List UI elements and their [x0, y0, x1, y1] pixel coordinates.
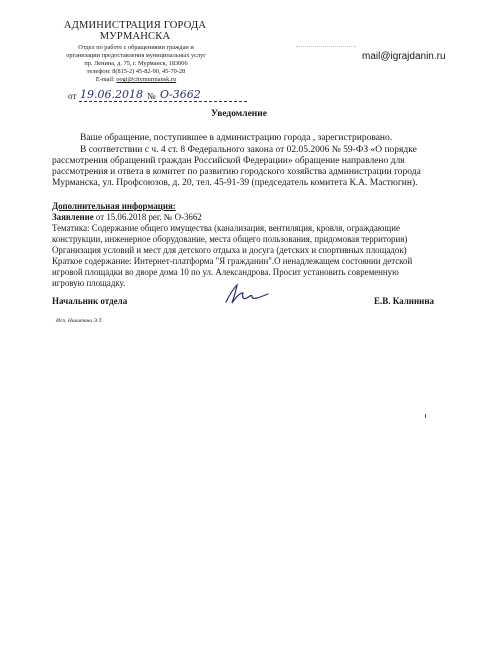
signatory-position: Начальник отдела — [52, 296, 128, 306]
org-name-line2: МУРМАНСКА — [99, 31, 171, 42]
application-label: Заявление — [52, 212, 94, 222]
info-line: Тематика: Содержание общего имущества (канализация, вентиляция, кровля, ограждающие — [52, 223, 400, 233]
org-name-line1: АДМИНИСТРАЦИЯ ГОРОДА — [63, 20, 207, 31]
paragraph-law-line2: рассмотрения обращений граждан Российской Федерации» обращение направлено для — [52, 156, 405, 166]
signatory-name: Е.В. Калинина — [374, 296, 435, 306]
additional-heading: Дополнительная информация: — [52, 201, 176, 211]
email-link[interactable]: oogi@citymurmansk.ru — [116, 76, 177, 83]
handwritten-signature — [222, 282, 274, 308]
paragraph-registered: Ваше обращение, поступившее в администрацию города , зарегистрировано. — [80, 133, 393, 143]
email-label: E-mail: — [95, 76, 115, 83]
phone: телефон: 8(815-2) 45-82-90, 45-70-28 — [86, 68, 186, 75]
num-prefix: № — [147, 91, 156, 101]
handwritten-date: 19.06.2018 — [80, 88, 143, 101]
paragraph-law-line4: Мурманска, ул. Профсоюзов, д. 20, тел. 45-91-39 (председатель комитета К.А. Мастюгин). — [52, 178, 418, 188]
dept-line1: Отдел по работе с обращениями граждан и — [78, 44, 194, 51]
org-name — [60, 20, 210, 42]
email-line — [52, 76, 220, 84]
dept-line2: организации предоставления муниципальных услуг — [66, 52, 206, 59]
paragraph-law-line3: рассмотрения и ответа в комитет по развитию городского хозяйства администрации города — [52, 167, 421, 177]
handwritten-number: О-3662 — [160, 88, 201, 101]
scan-artifact — [296, 46, 356, 49]
info-line: игровой площадки во дворе дома 10 по ул. Александрова. Просит установить современную — [52, 267, 399, 277]
info-line: игровую площадку. — [52, 278, 126, 288]
address: пр. Ленина, д. 75, г. Мурманск, 183006 — [84, 60, 188, 67]
recipient-email: mail@igrajdanin.ru — [362, 51, 446, 62]
paragraph-law-line1: В соответствии с ч. 4 ст. 8 Федерального закона от 02.05.2006 № 59-ФЗ «О порядке — [80, 145, 417, 155]
info-line: конструкции, инженерное оборудование, места общего пользования, придомовая территория) — [52, 234, 408, 244]
application-line — [52, 212, 202, 223]
scan-speck — [425, 414, 426, 418]
date-prefix: от — [68, 91, 77, 101]
application-text: от 15.06.2018 рег. № О-3662 — [93, 212, 202, 222]
info-line: Организация условий и мест для детского отдыха и досуга (детских и спортивных площадок) — [52, 245, 407, 255]
executor-note: Исп. Никитина Э.Т. — [56, 318, 103, 324]
reg-underline — [79, 101, 247, 102]
document-title: Уведомление — [211, 109, 267, 119]
reg-line — [68, 88, 250, 104]
info-line: Краткое содержание: Интернет-платформа "Я гражданин".О ненадлежащем состоянии детской — [52, 256, 413, 266]
